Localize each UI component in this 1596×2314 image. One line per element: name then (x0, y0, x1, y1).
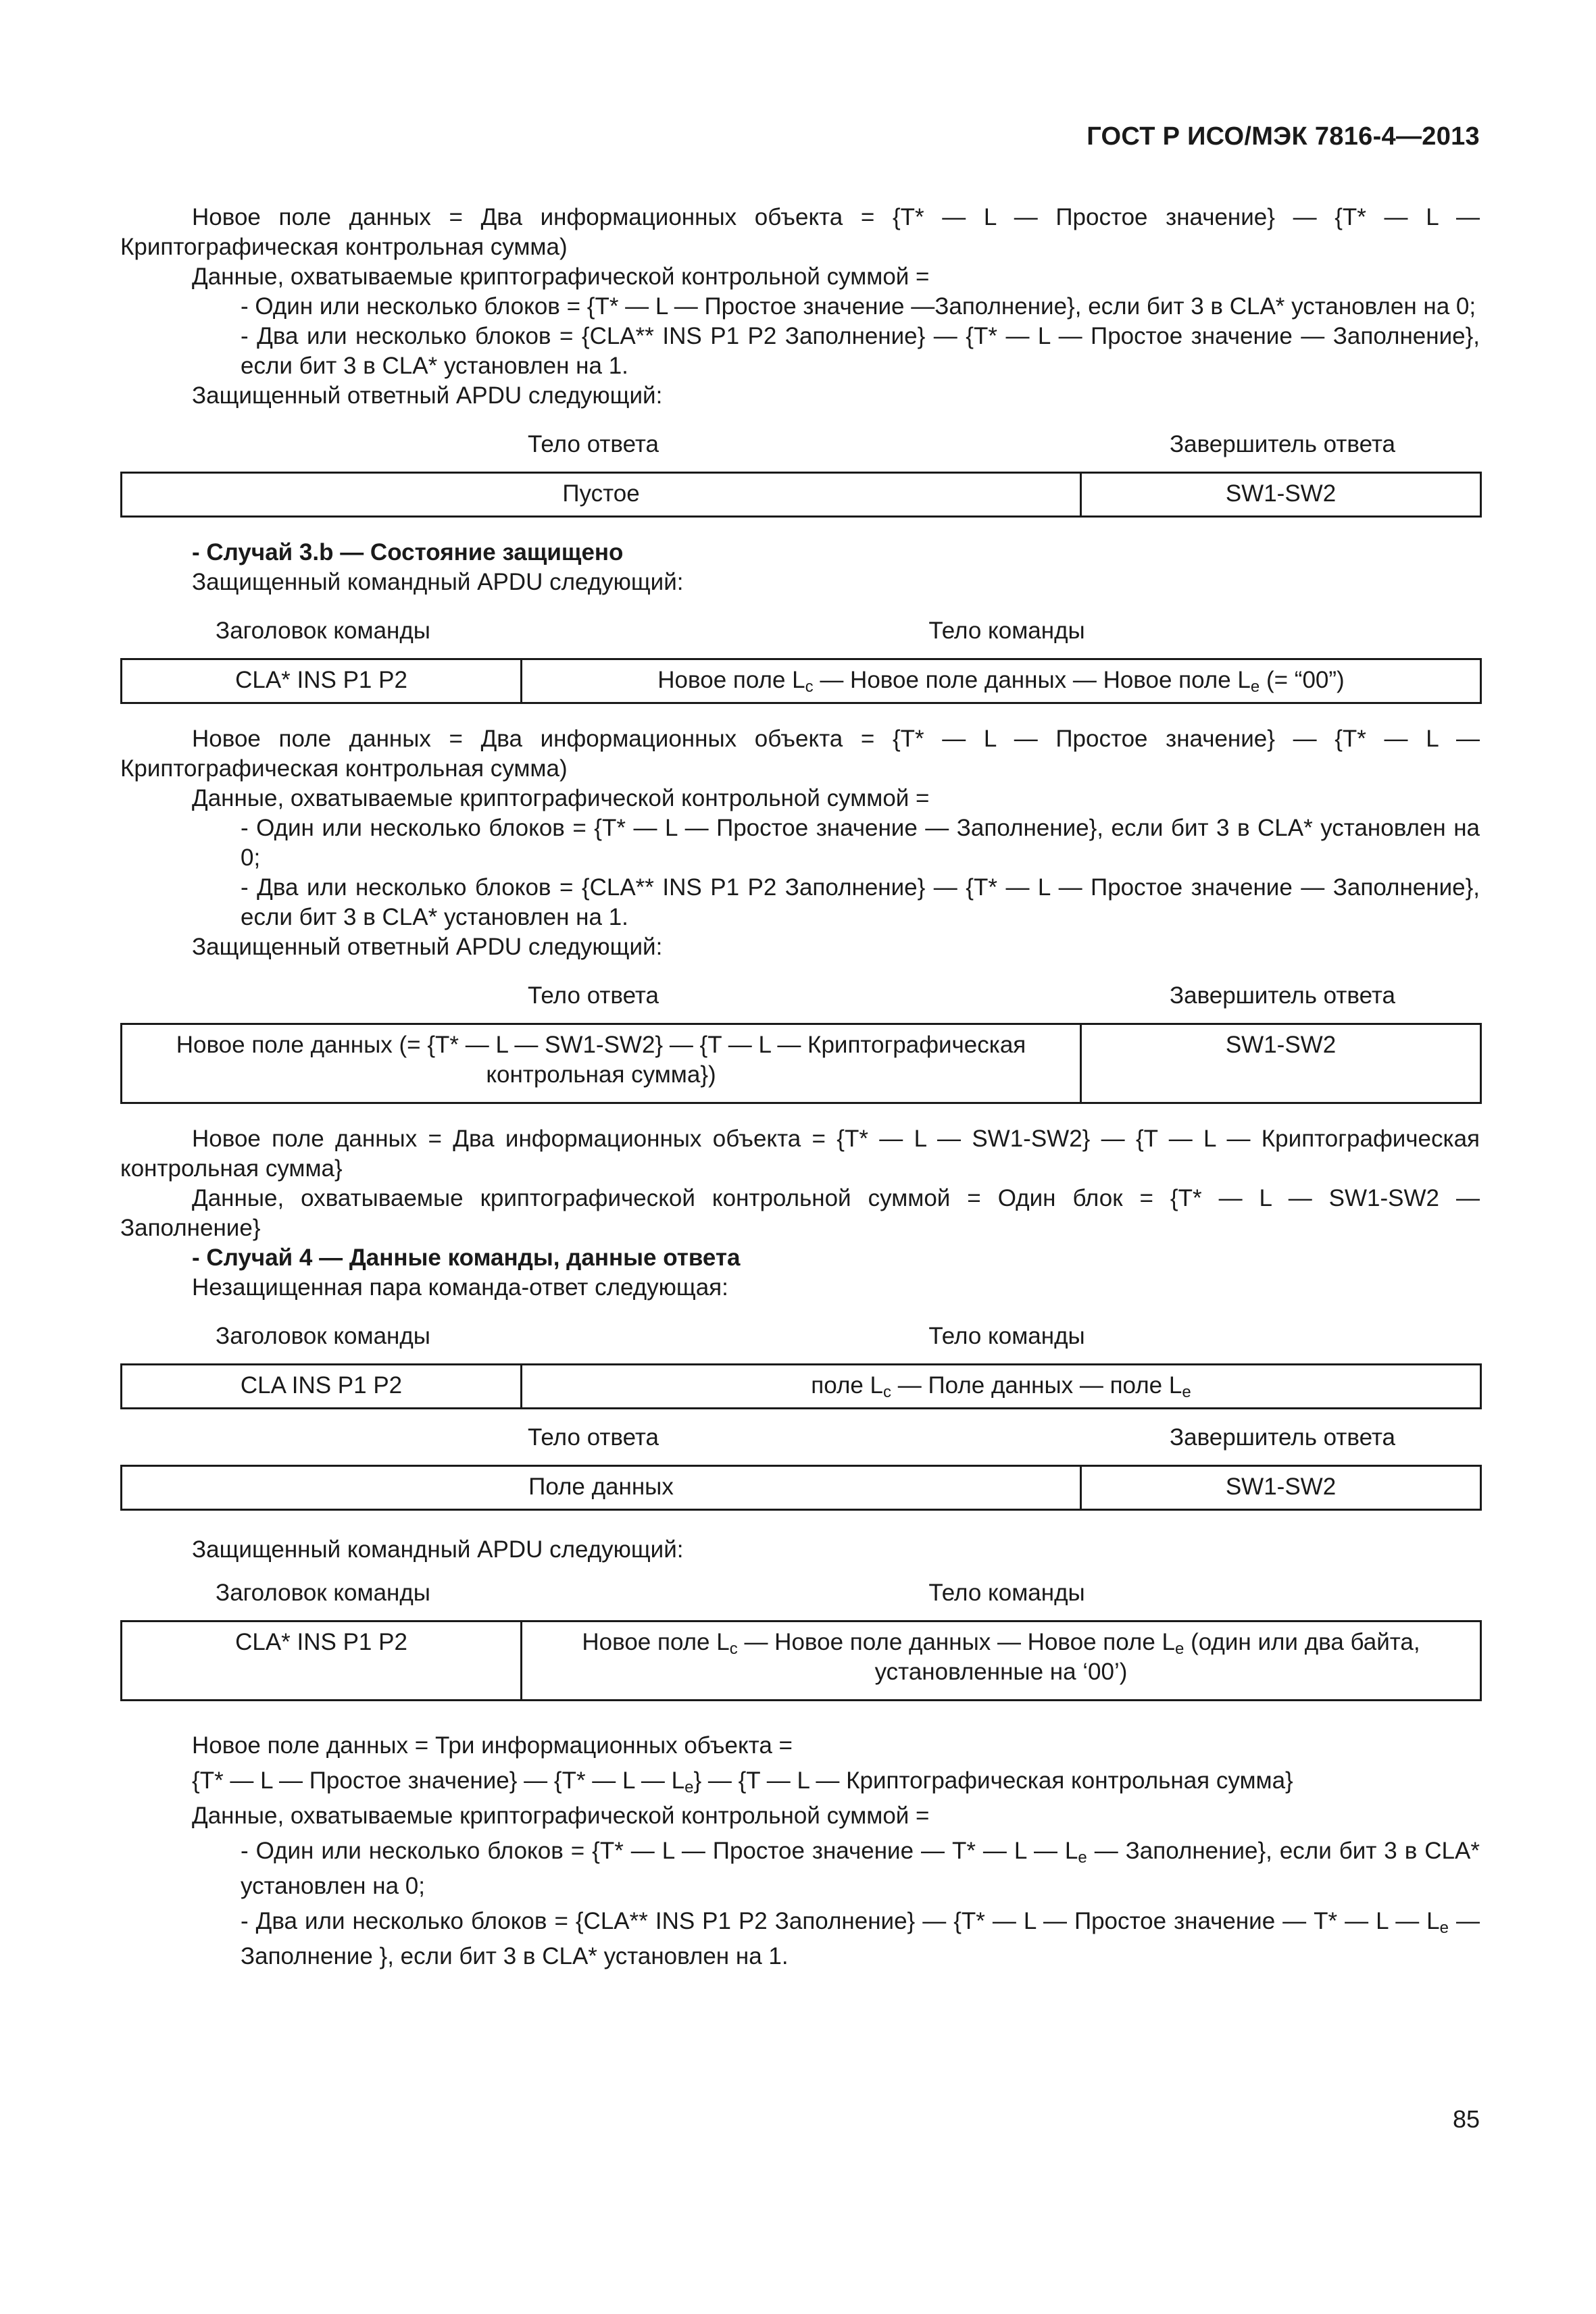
cell-text: — Новое поле данных — Новое поле L (813, 667, 1251, 693)
column-label-response-body: Тело ответа (527, 982, 659, 1009)
cell-text: Новое поле L (657, 667, 805, 693)
text-span: — Заполнение }, если бит 3 в CLA* установлен на 1. (241, 1908, 1480, 1969)
text-span: } — {T — L — Криптографическая контрольная сумма} (693, 1767, 1293, 1794)
bullet-bit3-1 (120, 1904, 1480, 1974)
subscript: e (1250, 678, 1260, 696)
column-label-response-body: Тело ответа (527, 431, 659, 457)
response-table-empty (120, 472, 1482, 518)
bullet-bit3-1: - Два или несколько блоков = {CLA** INS P1 P2 Заполнение} — {T* — L — Простое значение — Заполнение}, если бит 3 в CLA* установлен на 1. (241, 323, 1480, 379)
table-column-labels (120, 981, 1480, 1011)
response-table-case-3b (120, 1023, 1482, 1104)
table-cell (522, 1365, 1481, 1409)
column-label-response-trailer: Завершитель ответа (1169, 982, 1396, 1009)
table-row (122, 1024, 1481, 1103)
column-label-command-body: Тело команды (928, 618, 1085, 644)
table-row (122, 473, 1481, 517)
table-cell: SW1-SW2 (1081, 1024, 1481, 1103)
case-4-heading: - Случай 4 — Данные команды, данные ответа (192, 1244, 741, 1271)
page-content (120, 203, 1480, 1974)
table-cell (522, 659, 1481, 703)
column-label-command-body: Тело команды (928, 1323, 1085, 1349)
table-cell: CLA INS P1 P2 (122, 1365, 522, 1409)
table-cell (522, 1621, 1481, 1701)
bullet-bit3-0 (120, 1834, 1480, 1904)
case-3b-heading: - Случай 3.b — Состояние защищено (192, 539, 624, 565)
table-cell: SW1-SW2 (1081, 1466, 1481, 1510)
new-data-field-text: Новое поле данных = Три информационных объекта = (192, 1732, 793, 1759)
cell-text: — Новое поле данных — Новое поле L (737, 1629, 1175, 1655)
table-cell: CLA* INS P1 P2 (122, 659, 522, 703)
table-cell: Пустое (122, 473, 1081, 517)
subscript: e (1182, 1383, 1191, 1401)
bullet-bit3-0: - Один или несколько блоков = {T* — L — Простое значение —Заполнение}, если бит 3 в CLA* установлен на 0; (241, 293, 1476, 320)
table-cell: SW1-SW2 (1081, 473, 1481, 517)
column-label-response-trailer: Завершитель ответа (1169, 1424, 1396, 1451)
column-label-command-header: Заголовок команды (216, 1323, 430, 1349)
text-span: — Заполнение}, если бит 3 в CLA* установлен на 0; (241, 1838, 1480, 1899)
response-apdu-intro: Защищенный ответный APDU следующий: (192, 382, 663, 409)
table-cell: Поле данных (122, 1466, 1081, 1510)
cell-text: Новое поле L (582, 1629, 730, 1655)
bullet-bit3-1: - Два или несколько блоков = {CLA** INS P1 P2 Заполнение} — {T* — L — Простое значение — Заполнение}, если бит 3 в CLA* установлен на 1. (241, 874, 1480, 930)
text-span: {T* — L — Простое значение} — {T* — L — L (192, 1767, 685, 1794)
table-column-labels (120, 430, 1480, 459)
table-row (122, 659, 1481, 703)
subscript: c (729, 1640, 738, 1658)
table-cell: Новое поле данных (= {T* — L — SW1-SW2} — {T — L — Криптографическая контрольная сумма}) (122, 1024, 1081, 1103)
unprotected-pair-intro: Незащищенная пара команда-ответ следующая: (192, 1274, 728, 1301)
new-data-field-text: Новое поле данных = Два информационных объекта = {T* — L — Простое значение} — {T* — L — Криптографическая контрольная сумма) (120, 726, 1480, 782)
covered-data-text: Данные, охватываемые криптографической контрольной суммой = Один блок = {T* — L — SW1-SW2 — Заполнение} (120, 1185, 1480, 1241)
command-table-case-3b (120, 658, 1482, 704)
cell-text: (= “00”) (1260, 667, 1345, 693)
subscript: e (684, 1778, 694, 1796)
response-apdu-intro: Защищенный ответный APDU следующий: (192, 934, 663, 960)
table-column-labels (120, 616, 1480, 646)
response-table-case-4 (120, 1465, 1482, 1511)
column-label-command-header: Заголовок команды (216, 1580, 430, 1606)
column-label-command-header: Заголовок команды (216, 618, 430, 644)
new-data-field-text: Новое поле данных = Два информационных объекта = {T* — L — Простое значение} — {T* — L — Криптографическая контрольная сумма) (120, 204, 1480, 260)
table-row (122, 1466, 1481, 1510)
document-header: ГОСТ Р ИСО/МЭК 7816-4—2013 (1087, 122, 1480, 151)
text-span: - Один или несколько блоков = {T* — L — Простое значение — T* — L — L (241, 1838, 1078, 1864)
subscript: e (1175, 1640, 1184, 1658)
column-label-response-trailer: Завершитель ответа (1169, 431, 1396, 457)
table-column-labels (120, 1578, 1480, 1608)
command-apdu-intro: Защищенный командный APDU следующий: (192, 1536, 684, 1563)
cell-text: (один или два байта, установленные на ‘00’) (874, 1629, 1420, 1685)
cell-text: поле L (811, 1372, 884, 1399)
subscript: c (883, 1383, 892, 1401)
column-label-response-body: Тело ответа (527, 1424, 659, 1451)
table-cell: CLA* INS P1 P2 (122, 1621, 522, 1701)
covered-data-title: Данные, охватываемые криптографической контрольной суммой = (192, 785, 930, 811)
text-span: - Два или несколько блоков = {CLA** INS P1 P2 Заполнение} — {T* — L — Простое значение — T* — L — L (241, 1908, 1440, 1934)
table-column-labels (120, 1322, 1480, 1351)
bullet-bit3-0: - Один или несколько блоков = {T* — L — Простое значение — Заполнение}, если бит 3 в CLA* установлен на 0; (241, 815, 1480, 871)
subscript: c (805, 678, 814, 696)
covered-data-title: Данные, охватываемые криптографической контрольной суммой = (192, 263, 930, 290)
new-data-field-text: Новое поле данных = Два информационных объекта = {T* — L — SW1-SW2} — {T — L — Криптографическая контрольная сумма} (120, 1126, 1480, 1182)
command-table-case-4 (120, 1363, 1482, 1409)
subscript: e (1439, 1919, 1449, 1937)
table-column-labels (120, 1423, 1480, 1453)
command-apdu-intro: Защищенный командный APDU следующий: (192, 569, 684, 595)
information-objects-text (120, 1763, 1480, 1799)
table-row (122, 1621, 1481, 1701)
page-number: 85 (1452, 2105, 1480, 2133)
table-row (122, 1365, 1481, 1409)
covered-data-title: Данные, охватываемые криптографической контрольной суммой = (192, 1803, 930, 1829)
command-table-case-4-protected (120, 1620, 1482, 1701)
cell-text: — Поле данных — поле L (891, 1372, 1182, 1399)
subscript: e (1078, 1848, 1087, 1867)
column-label-command-body: Тело команды (928, 1580, 1085, 1606)
